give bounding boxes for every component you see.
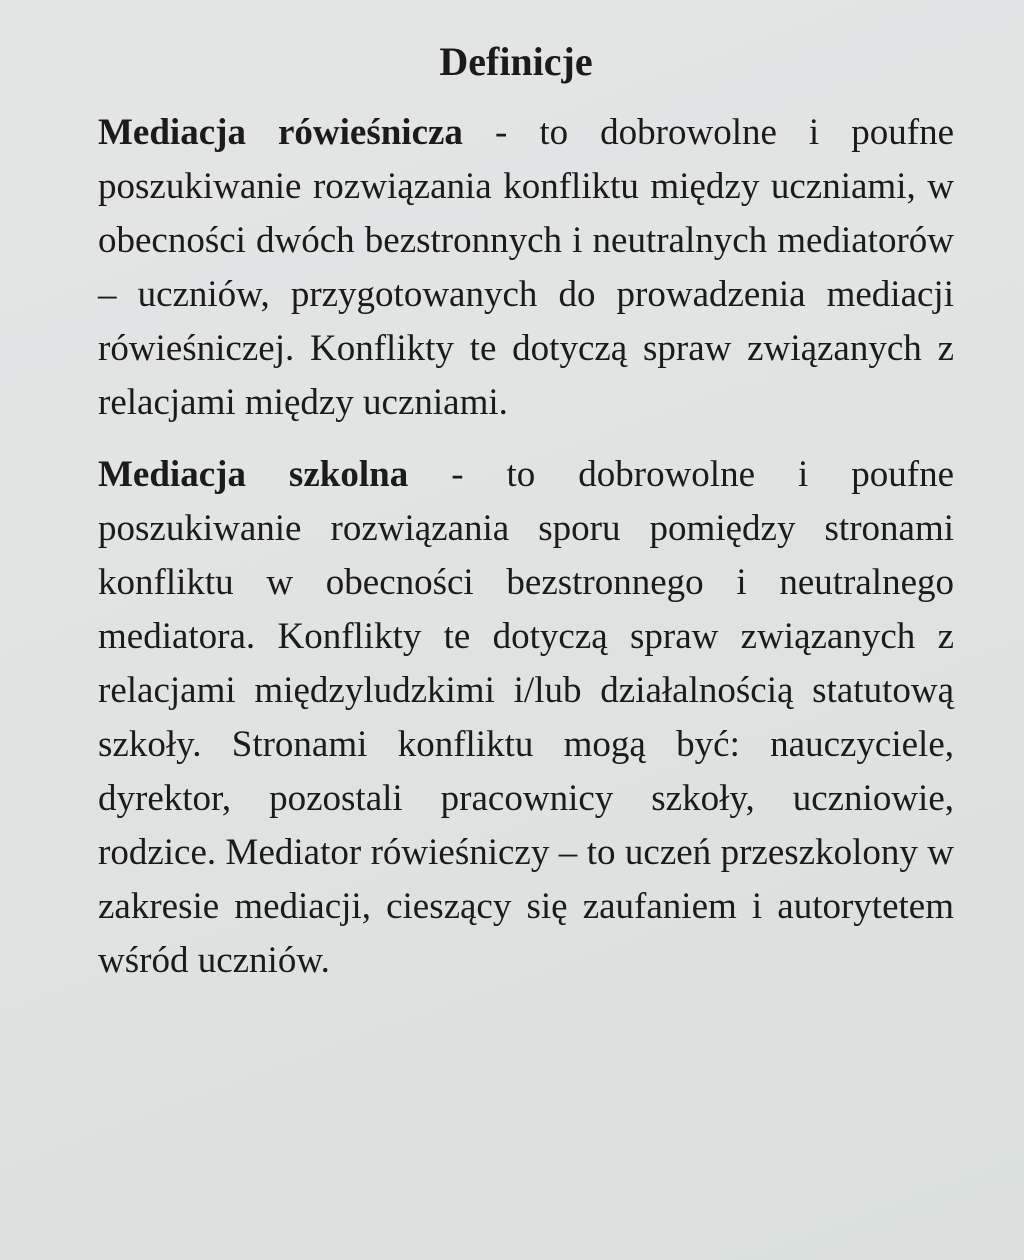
page-title: Definicje (439, 39, 593, 84)
definition-school-mediation (98, 448, 954, 988)
definition-term: Mediacja szkolna (98, 454, 409, 495)
definition-text: - to dobrowolne i poufne poszukiwanie rozwiązania sporu pomiędzy stronami konfliktu w obecności bezstronnego i neutralnego mediatora. Konflikty te dotyczą spraw związanych z relacjami międzyludzkimi i/lub działalnością statutową szkoły. Stronami konfliktu mogą być: nauczyciele, dyrektor, pozostali pracownicy szkoły, uczniowie, rodzice. Mediator rówieśniczy – to uczeń przeszkolony w zakresie mediacji, cieszący się zaufaniem i autorytetem wśród uczniów. (98, 454, 955, 981)
definition-term: Mediacja rówieśnicza (98, 112, 463, 153)
definition-peer-mediation (98, 106, 954, 430)
definition-text: - to dobrowolne i poufne poszukiwanie rozwiązania konfliktu między uczniami, w obecności dwóch bezstronnych i neutralnych mediatorów – uczniów, przygotowanych do prowadzenia mediacji rówieśniczej. Konflikty te dotyczą spraw związanych z relacjami między uczniami. (98, 112, 954, 423)
